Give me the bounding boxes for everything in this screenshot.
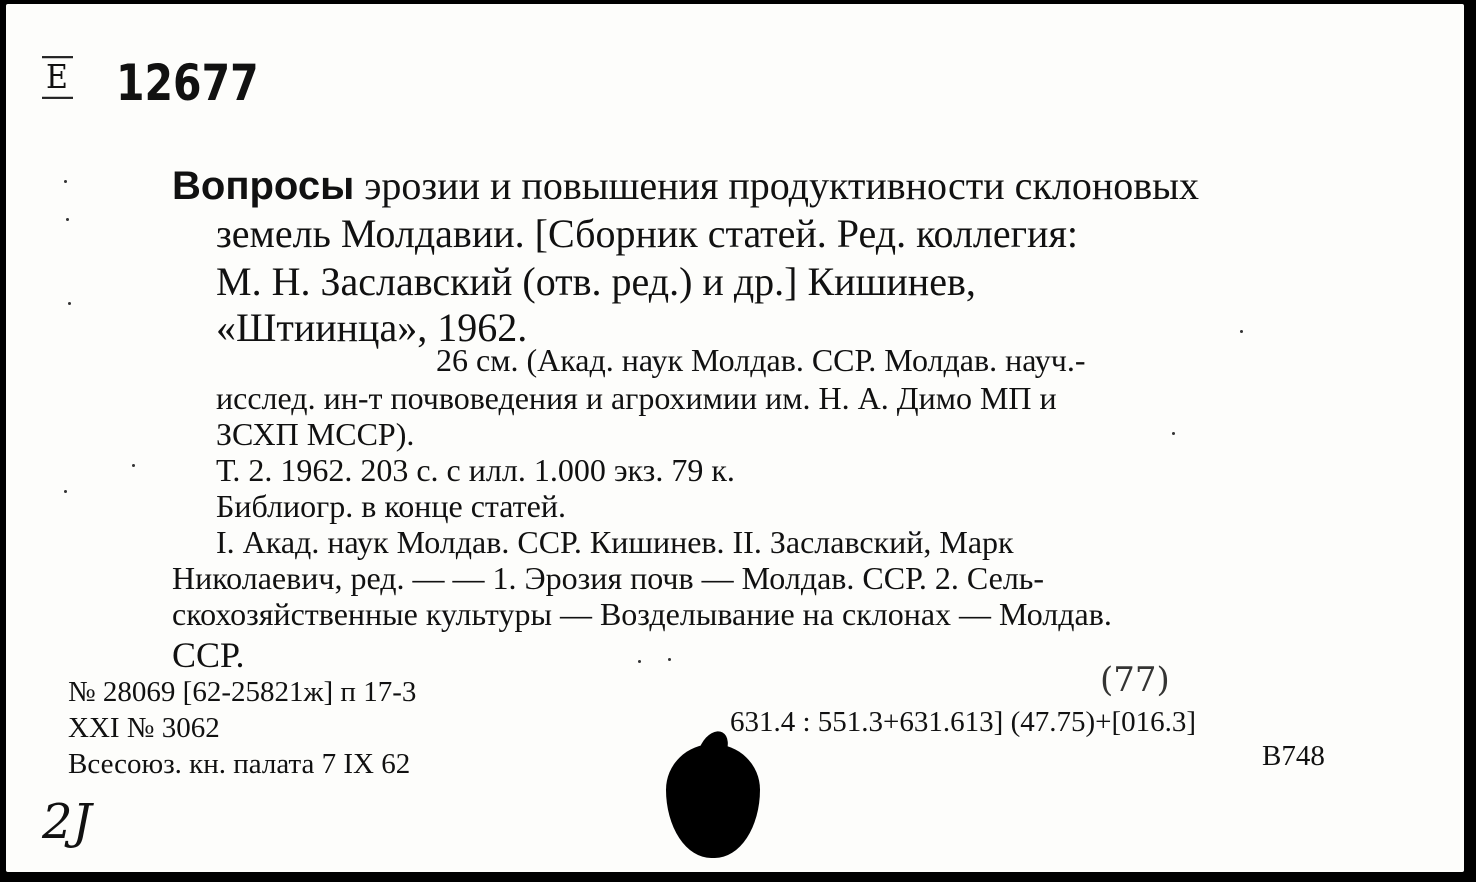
- tracings-line-1: I. Акад. наук Молдав. ССР. Кишинев. II. Заславский, Марк: [216, 524, 1014, 560]
- title-line-4: «Штиинца», 1962.: [216, 305, 528, 350]
- dust-speck: [64, 180, 67, 183]
- volume-line: Т. 2. 1962. 203 с. с илл. 1.000 экз. 79 к.: [216, 452, 735, 488]
- tracings-line-2: Николаевич, ред. — — 1. Эрозия почв — Молдав. ССР. 2. Сель-: [172, 560, 1045, 596]
- pencil-mark: (77): [1100, 660, 1170, 700]
- physical-description: 26 см. (Акад. наук Молдав. ССР. Молдав. науч.-: [436, 342, 1086, 378]
- ink-blot-icon: [666, 744, 760, 858]
- bibliography-line: Библиогр. в конце статей.: [216, 488, 566, 524]
- dust-speck: [1240, 330, 1243, 333]
- dust-speck: [668, 658, 671, 661]
- dust-speck: [1172, 432, 1175, 435]
- catalog-stamp-letter: E: [42, 56, 73, 99]
- catalog-card: [6, 4, 1464, 872]
- footer-left-line-3: Всесоюз. кн. палата 7 IX 62: [68, 748, 411, 780]
- title-line-2: земель Молдавии. [Сборник статей. Ред. коллегия:: [216, 211, 1078, 256]
- series-line-2: ЗСХП МССР).: [216, 416, 415, 452]
- catalog-stamp: [42, 56, 83, 97]
- dust-speck: [64, 490, 67, 493]
- footer-left-line-1: № 28069 [62-25821ж] п 17-3: [68, 676, 417, 708]
- dust-speck: [638, 660, 641, 663]
- footer-left-line-2: XXI № 3062: [68, 712, 220, 744]
- dust-speck: [132, 464, 135, 467]
- dust-speck: [68, 302, 71, 305]
- title-line-1-text: эрозии и повышения продуктивности склоновых: [354, 163, 1199, 208]
- dust-speck: [66, 218, 69, 221]
- tracings-line-4: ССР.: [172, 635, 245, 675]
- tracings-line-3: скохозяйственные культуры — Возделывание на склонах — Молдав.: [172, 596, 1112, 632]
- title-line-1: [172, 162, 1338, 209]
- shelf-code: B748: [1262, 740, 1325, 772]
- title-lead-word: Вопросы: [172, 164, 355, 208]
- classification-index: 631.4 : 551.3+631.613] (47.75)+[016.3]: [730, 706, 1197, 738]
- series-line-1: исслед. ин-т почвоведения и агрохимии им. Н. А. Димо МП и: [216, 380, 1057, 416]
- title-line-3: М. Н. Заславский (отв. ред.) и др.] Кишинев,: [216, 259, 976, 304]
- handwritten-number: 12677: [116, 54, 259, 112]
- signature-mark: 2J: [42, 794, 92, 850]
